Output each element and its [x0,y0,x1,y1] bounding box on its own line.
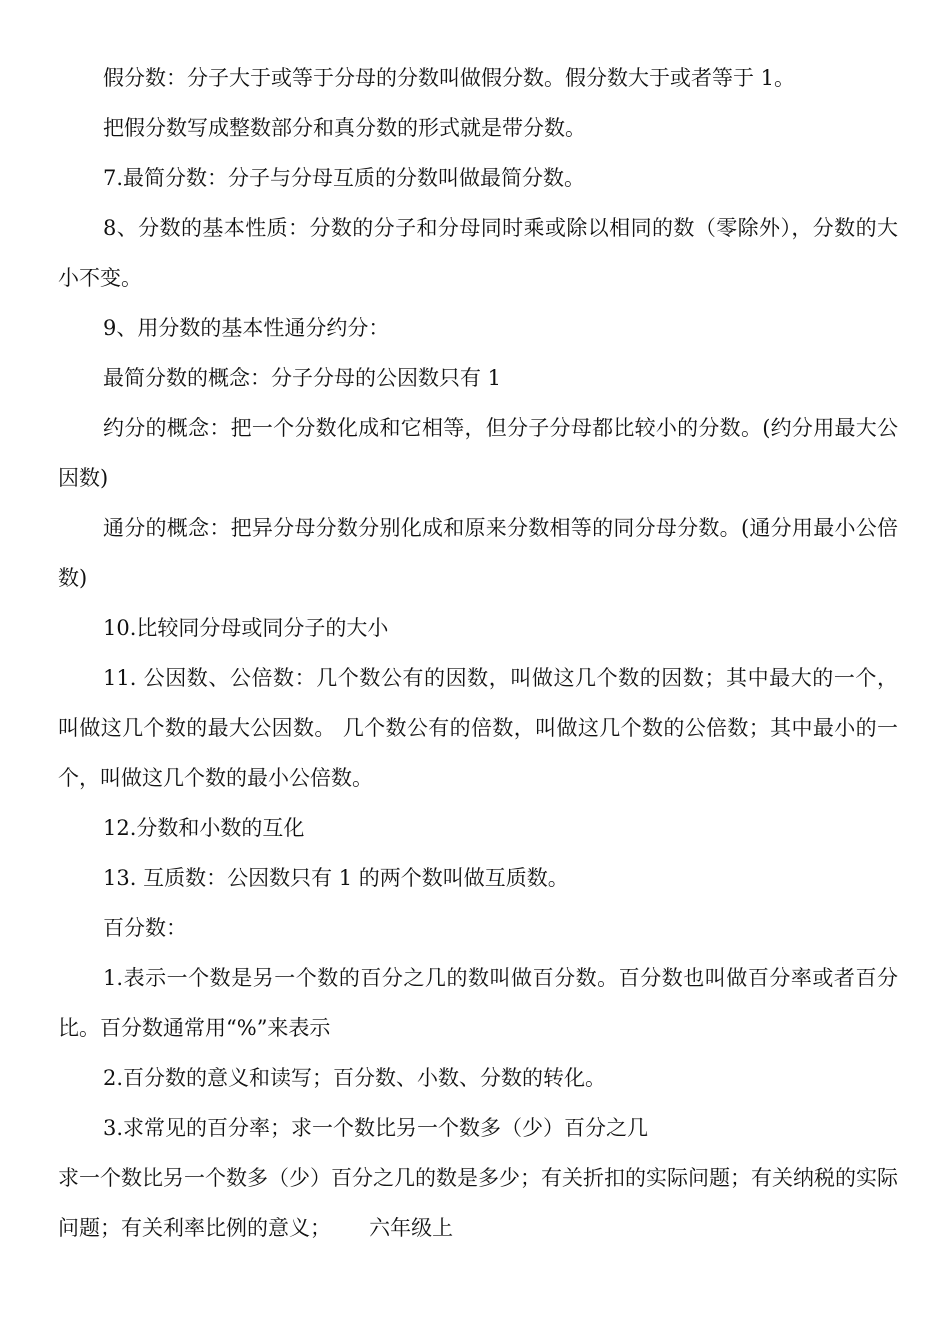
paragraph-percent-heading: 百分数： [103,916,187,940]
document-body [58,53,898,1253]
paragraph-compare-fractions: 10.比较同分母或同分子的大小 [103,616,389,640]
paragraph-percent-definition: 1.表示一个数是另一个数的百分之几的数叫做百分数。百分数也叫做百分率或者百分比。百分数通常用“%”来表示 [58,966,898,1040]
paragraph-percent-rate: 3.求常见的百分率；求一个数比另一个数多（少）百分之几 [103,1116,649,1140]
paragraph-improper-fraction: 假分数：分子大于或等于分母的分数叫做假分数。假分数大于或者等于 1。 [103,66,796,90]
paragraph-reduce-common-denominator: 9、用分数的基本性通分约分： [103,316,390,340]
paragraph-simplest-fraction: 7.最简分数：分子与分母互质的分数叫做最简分数。 [103,166,586,190]
paragraph-fraction-property: 8、分数的基本性质：分数的分子和分母同时乘或除以相同的数（零除外），分数的大小不变。 [58,216,898,290]
paragraph-fraction-decimal-conversion: 12.分数和小数的互化 [103,816,305,840]
paragraph-coprime-numbers: 13. 互质数：公因数只有 1 的两个数叫做互质数。 [103,866,569,890]
paragraph-percent-applications: 求一个数比另一个数多（少）百分之几的数是多少；有关折扣的实际问题；有关纳税的实际问题；有关利率比例的意义； 六年级上 [58,1166,898,1240]
paragraph-percent-meaning: 2.百分数的意义和读写；百分数、小数、分数的转化。 [103,1066,607,1090]
paragraph-common-factor-multiple: 11. 公因数、公倍数：几个数公有的因数，叫做这几个数的因数；其中最大的一个，叫做这几个数的最大公因数。 几个数公有的倍数，叫做这几个数的公倍数；其中最小的一个，叫做这几个数的最小公倍数。 [58,666,898,790]
paragraph-simplest-fraction-concept: 最简分数的概念：分子分母的公因数只有 1 [103,366,502,390]
paragraph-reduction-concept: 约分的概念：把一个分数化成和它相等，但分子分母都比较小的分数。(约分用最大公因数) [58,416,898,490]
paragraph-mixed-number: 把假分数写成整数部分和真分数的形式就是带分数。 [103,116,586,140]
paragraph-common-denominator-concept: 通分的概念：把异分母分数分别化成和原来分数相等的同分母分数。(通分用最小公倍数) [58,516,898,590]
